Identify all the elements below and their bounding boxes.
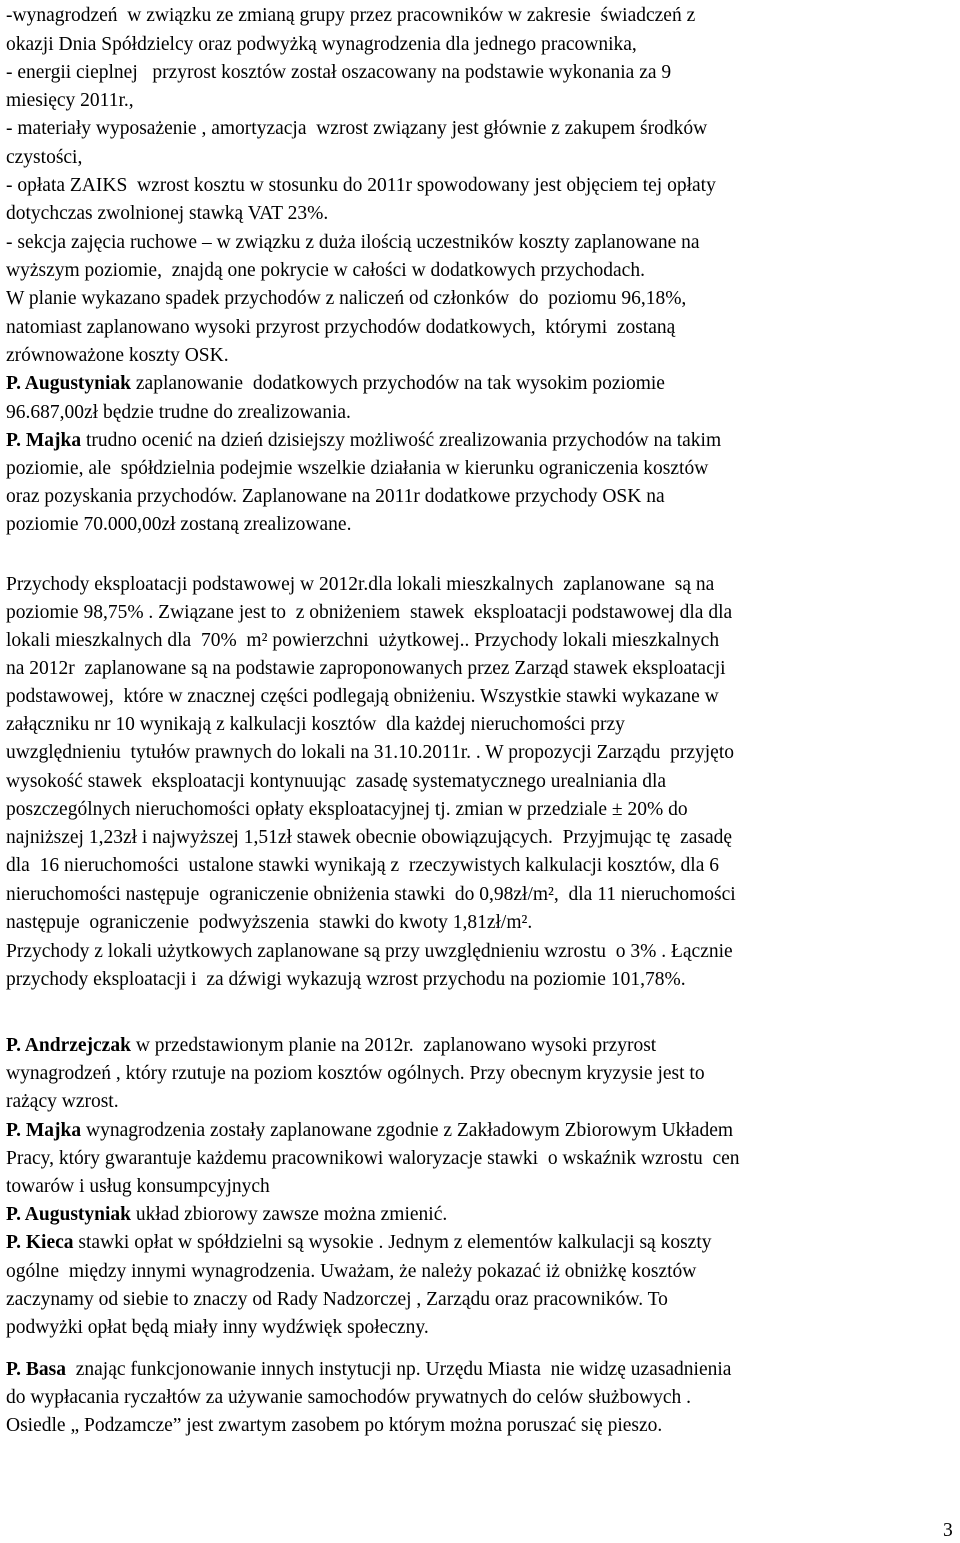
text-line <box>6 256 645 286</box>
text-line <box>6 454 708 484</box>
text-line <box>6 1355 731 1385</box>
text-line <box>6 710 625 740</box>
text-line <box>6 738 734 768</box>
text-segment: podstawowej, które w znacznej części podlegają obniżeniu. Wszystkie stawki wykazane w <box>6 686 719 707</box>
text-segment: lokali mieszkalnych dla 70% m² powierzchni użytkowej.. Przychody lokali mieszkalnych <box>6 630 720 651</box>
text-segment: - sekcja zajęcia ruchowe – w związku z duża ilością uczestników koszty zaplanowane na <box>6 232 700 253</box>
text-line <box>6 682 719 712</box>
text-segment: stawki opłat w spółdzielni są wysokie . Jednym z elementów kalkulacji są koszty <box>73 1232 712 1253</box>
text-segment: następuje ograniczenie podwyższenia stawki do kwoty 1,81zł/m². <box>6 912 533 933</box>
text-segment: - materiały wyposażenie , amortyzacja wzrost związany jest głównie z zakupem środków <box>6 118 708 139</box>
text-segment: poziomie, ale spółdzielnia podejmie wszelkie działania w kierunku ograniczenia kosztów <box>6 458 709 479</box>
page-number: 3 <box>943 1520 953 1541</box>
text-line <box>6 570 714 600</box>
text-segment: najniższej 1,23zł i najwyższej 1,51zł stawek obecnie obowiązujących. Przyjmując tę zasadę <box>6 827 733 848</box>
text-segment: w przedstawionym planie na 2012r. zaplanowano wysoki przyrost <box>130 1035 657 1056</box>
speaker-name: P. Andrzejczak <box>6 1035 131 1056</box>
text-segment: rażący wzrost. <box>6 1091 119 1112</box>
text-line <box>6 1228 711 1258</box>
text-line <box>6 341 229 371</box>
text-line <box>6 482 665 512</box>
text-line <box>6 1144 740 1174</box>
text-segment: znając funkcjonowanie innych instytucji np. Urzędu Miasta nie widzę uzasadnienia <box>65 1359 732 1380</box>
text-line <box>6 1172 270 1202</box>
text-segment: Osiedle „ Podzamcze” jest zwartym zasobem po którym można poruszać się pieszo. <box>6 1415 663 1436</box>
text-line <box>6 1411 662 1441</box>
text-line <box>6 598 732 628</box>
text-line <box>6 823 732 853</box>
text-segment: - opłata ZAIKS wzrost kosztu w stosunku do 2011r spowodowany jest objęciem tej opłaty <box>6 175 716 196</box>
text-line <box>6 1285 668 1315</box>
text-segment: natomiast zaplanowano wysoki przyrost przychodów dodatkowych, którymi zostaną <box>6 317 676 338</box>
text-segment: załączniku nr 10 wynikają z kalkulacji kosztów dla każdej nieruchomości przy <box>6 714 625 735</box>
text-line <box>6 965 686 995</box>
text-segment: Przychody eksploatacji podstawowej w 2012r.dla lokali mieszkalnych zaplanowane są na <box>6 574 715 595</box>
text-line <box>6 369 665 399</box>
text-segment: oraz pozyskania przychodów. Zaplanowane na 2011r dodatkowe przychody OSK na <box>6 486 665 507</box>
speaker-name: P. Basa <box>6 1359 66 1380</box>
text-line <box>6 284 686 314</box>
text-line <box>6 908 532 938</box>
text-line <box>6 30 637 60</box>
text-line <box>6 58 671 88</box>
text-line <box>6 1200 447 1230</box>
text-line <box>6 795 688 825</box>
text-segment: Pracy, który gwarantuje każdemu pracownikowi waloryzacje stawki o wskaźnik wzrostu cen <box>6 1148 740 1169</box>
text-segment: poszczególnych nieruchomości opłaty eksploatacyjnej tj. zmian w przedziale ± 20% do <box>6 799 688 820</box>
text-segment: układ zbiorowy zawsze można zmienić. <box>131 1204 448 1225</box>
speaker-name: P. Augustyniak <box>6 1204 132 1225</box>
text-segment: wyższym poziomie, znajdą one pokrycie w całości w dodatkowych przychodach. <box>6 260 645 281</box>
text-segment: na 2012r zaplanowane są na podstawie zaproponowanych przez Zarząd stawek eksploatacji <box>6 658 726 679</box>
speaker-name: P. Kieca <box>6 1232 74 1253</box>
text-line <box>6 510 351 540</box>
speaker-name: P. Majka <box>6 430 82 451</box>
text-segment: poziomie 70.000,00zł zostaną zrealizowane. <box>6 514 352 535</box>
text-segment: 96.687,00zł będzie trudne do zrealizowania. <box>6 402 351 423</box>
text-segment: towarów i usług konsumpcyjnych <box>6 1176 270 1197</box>
text-line <box>6 143 82 173</box>
text-segment: nieruchomości następuje ograniczenie obniżenia stawki do 0,98zł/m², dla 11 nieruchomości <box>6 884 736 905</box>
text-line <box>6 114 707 144</box>
text-line <box>6 1313 429 1343</box>
text-segment: wynagrodzenia zostały zaplanowane zgodnie z Zakładowym Zbiorowym Układem <box>81 1120 734 1141</box>
speaker-name: P. Augustyniak <box>6 373 132 394</box>
text-line <box>6 626 719 656</box>
text-segment: - energii cieplnej przyrost kosztów został oszacowany na podstawie wykonania za 9 <box>6 62 672 83</box>
text-segment: ogólne między innymi wynagrodzenia. Uważam, że należy pokazać iż obniżkę kosztów <box>6 1261 697 1282</box>
text-segment: do wypłacania ryczałtów za używanie samochodów prywatnych do celów służbowych . <box>6 1387 691 1408</box>
text-line <box>6 1116 733 1146</box>
text-segment: Przychody z lokali użytkowych zaplanowane są przy uwzględnieniu wzrostu o 3% . Łącznie <box>6 941 733 962</box>
text-segment: zrównoważone koszty OSK. <box>6 345 229 366</box>
text-line <box>6 86 134 116</box>
text-line <box>6 313 675 343</box>
text-segment: podwyżki opłat będą miały inny wydźwięk społeczny. <box>6 1317 429 1338</box>
text-segment: miesięcy 2011r., <box>6 90 134 111</box>
text-segment: W planie wykazano spadek przychodów z naliczeń od członków do poziomu 96,18%, <box>6 288 687 309</box>
text-segment: trudno ocenić na dzień dzisiejszy możliwość zrealizowania przychodów na takim <box>81 430 722 451</box>
text-line <box>6 1257 696 1287</box>
text-line <box>6 171 716 201</box>
text-segment: wynagrodzeń , który rzutuje na poziom kosztów ogólnych. Przy obecnym kryzysie jest to <box>6 1063 705 1084</box>
text-line <box>6 1059 705 1089</box>
text-line <box>6 1087 119 1117</box>
text-segment: zaplanowanie dodatkowych przychodów na tak wysokim poziomie <box>131 373 665 394</box>
text-segment: -wynagrodzeń w związku ze zmianą grupy przez pracowników w zakresie świadczeń z <box>6 5 696 26</box>
text-segment: uwzględnieniu tytułów prawnych do lokali na 31.10.2011r. . W propozycji Zarządu przyjęto <box>6 742 735 763</box>
text-line <box>6 1383 691 1413</box>
text-line <box>6 426 721 456</box>
text-line <box>6 199 328 229</box>
text-line <box>6 851 719 881</box>
text-segment: okazji Dnia Spółdzielcy oraz podwyżką wynagrodzenia dla jednego pracownika, <box>6 34 637 55</box>
text-segment: przychody eksploatacji i za dźwigi wykazują wzrost przychodu na poziomie 101,78%. <box>6 969 686 990</box>
text-line <box>6 1 695 31</box>
text-line <box>6 1031 656 1061</box>
text-segment: poziomie 98,75% . Związane jest to z obniżeniem stawek eksploatacji podstawowej dla dla <box>6 602 733 623</box>
speaker-name: P. Majka <box>6 1120 82 1141</box>
text-line <box>6 880 736 910</box>
text-line <box>6 937 733 967</box>
text-segment: czystości, <box>6 147 83 168</box>
text-line <box>6 767 666 797</box>
text-line <box>6 228 700 258</box>
text-line <box>6 398 351 428</box>
text-line <box>6 654 726 684</box>
text-segment: dotychczas zwolnionej stawką VAT 23%. <box>6 203 329 224</box>
text-segment: zaczynamy od siebie to znaczy od Rady Nadzorczej , Zarządu oraz pracowników. To <box>6 1289 668 1310</box>
text-segment: wysokość stawek eksploatacji kontynuując zasadę systematycznego urealniania dla <box>6 771 667 792</box>
text-segment: dla 16 nieruchomości ustalone stawki wynikają z rzeczywistych kalkulacji kosztów, dla 6 <box>6 855 719 876</box>
